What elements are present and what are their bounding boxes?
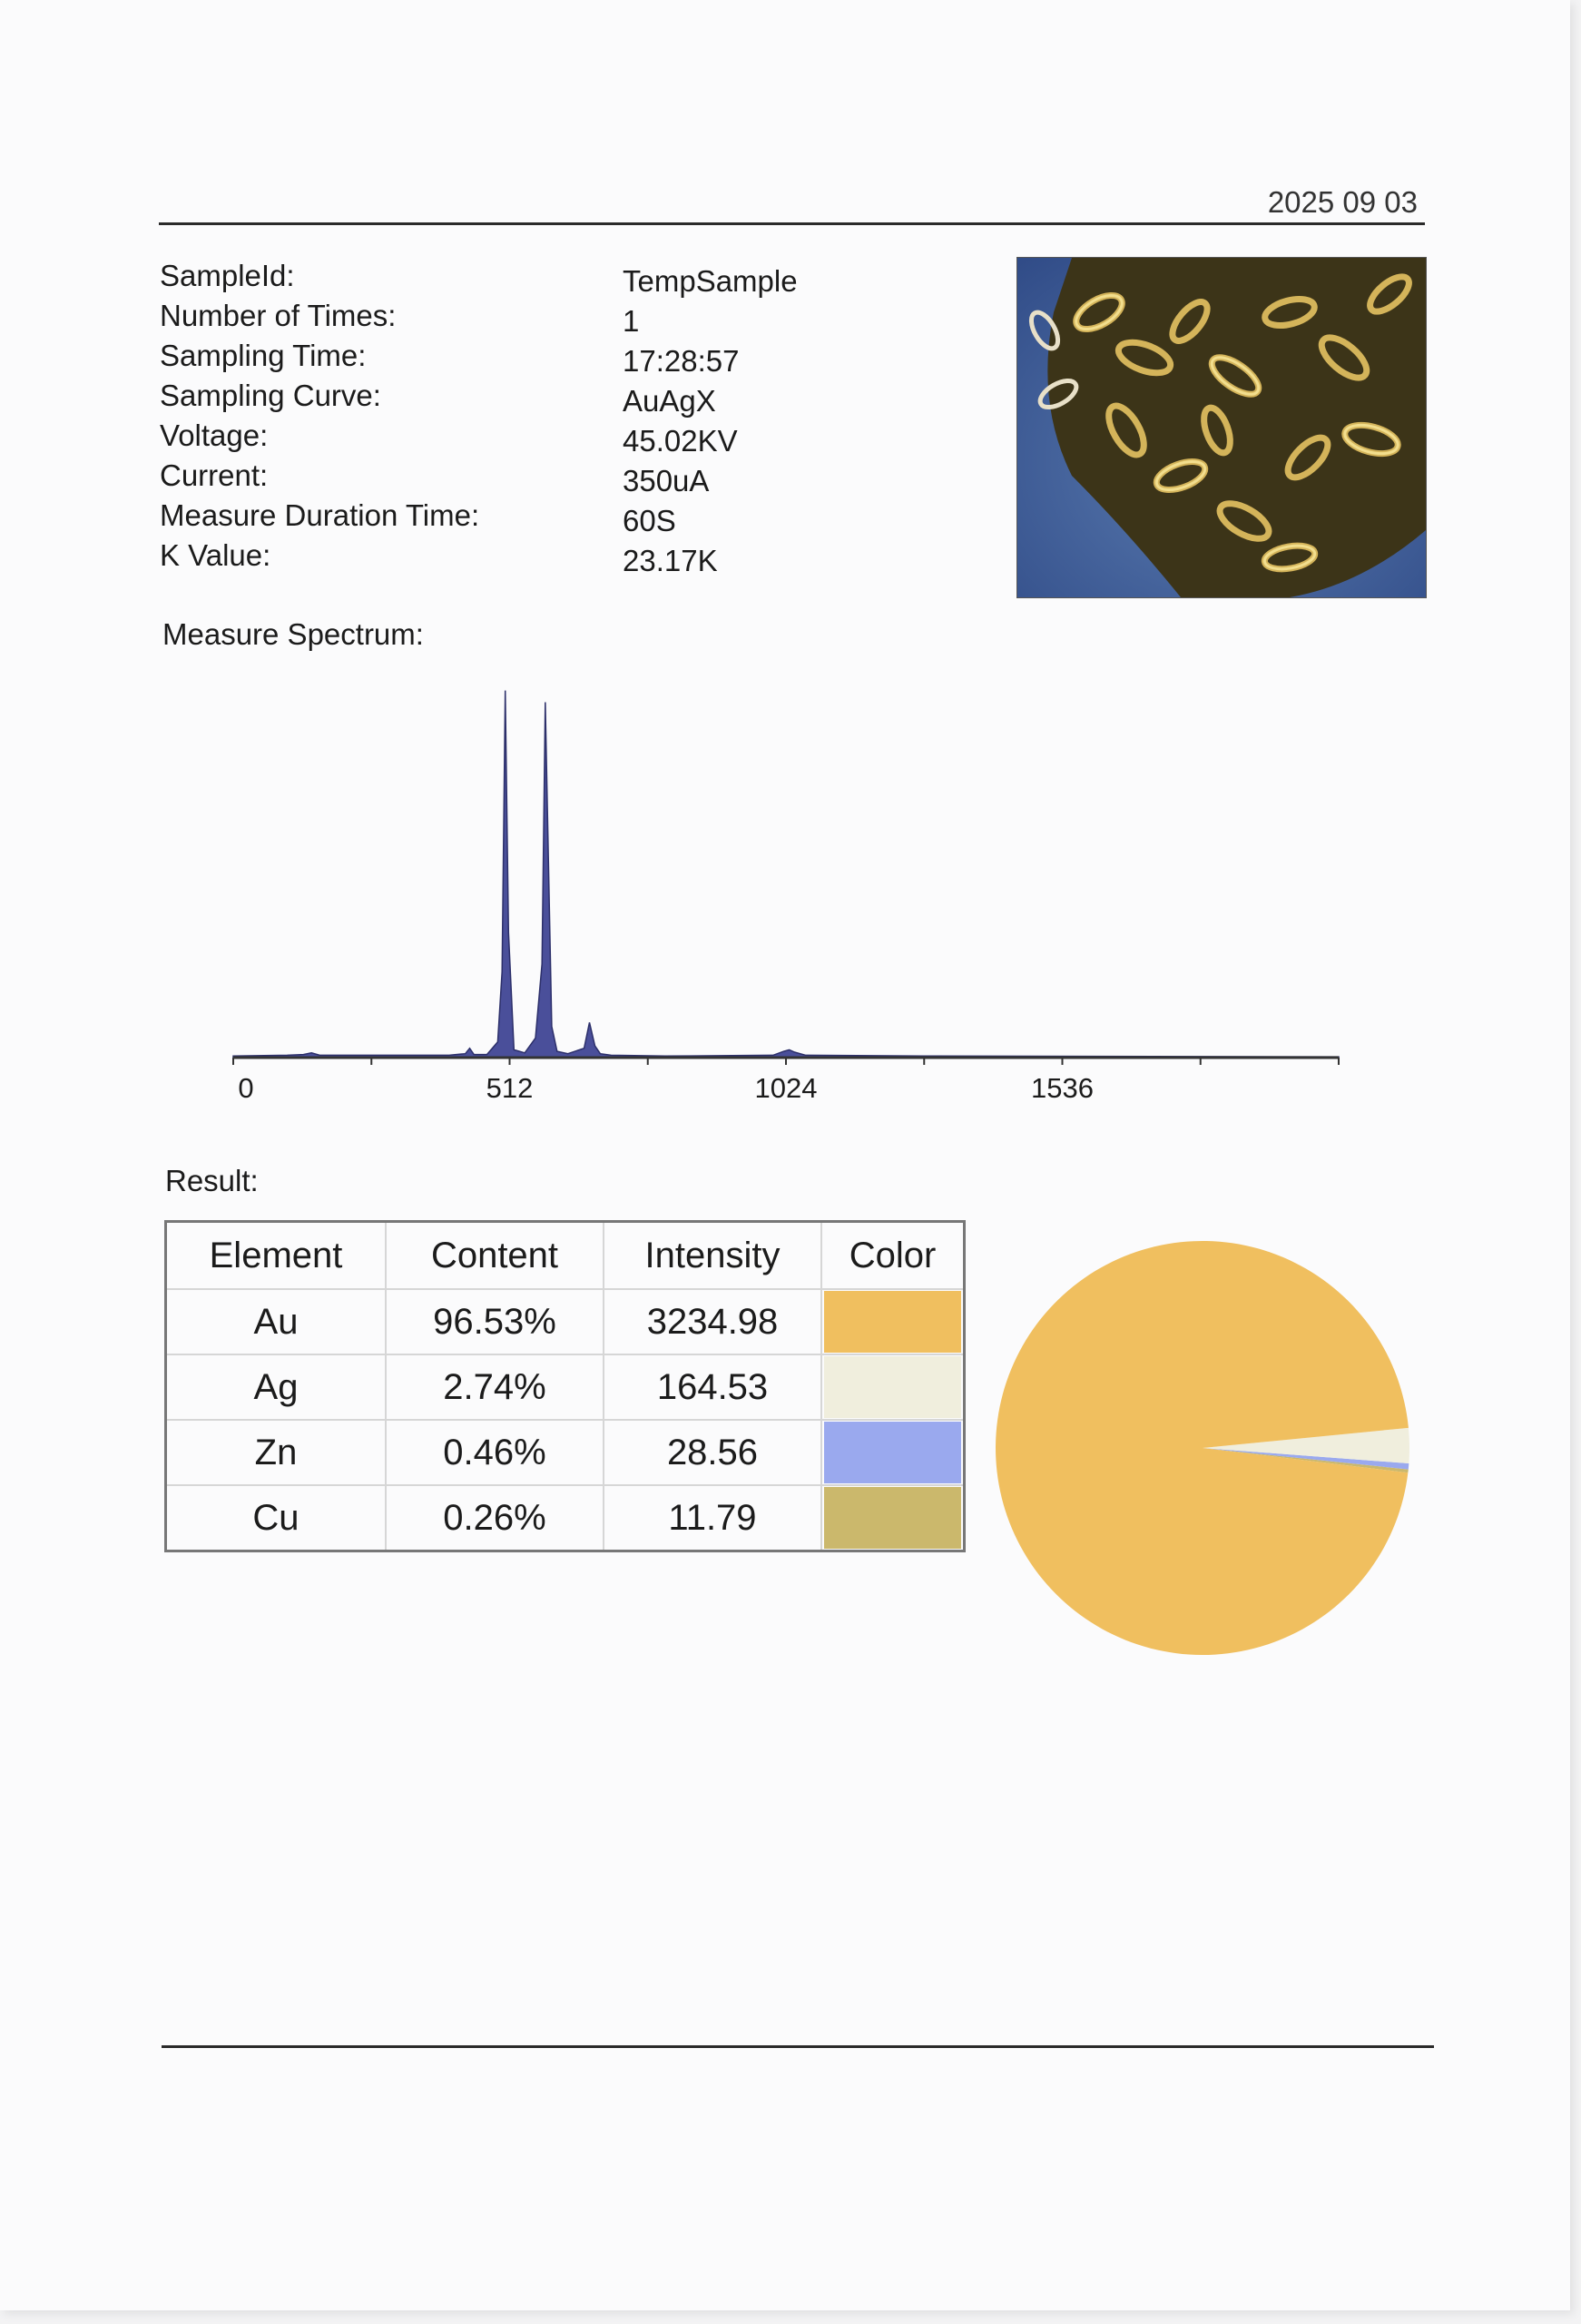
composition-pie-chart bbox=[994, 1239, 1411, 1657]
gold-chain-image bbox=[1017, 258, 1426, 597]
table-row bbox=[166, 1289, 965, 1354]
cell-color bbox=[821, 1485, 965, 1551]
cell-intensity: 11.79 bbox=[604, 1485, 821, 1551]
label-current: Current: bbox=[160, 458, 269, 492]
cell-content: 2.74% bbox=[386, 1354, 604, 1420]
footer-rule bbox=[162, 2045, 1434, 2048]
cell-content: 0.26% bbox=[386, 1485, 604, 1551]
value-sampling-curve: AuAgX bbox=[623, 384, 716, 418]
value-voltage: 45.02KV bbox=[623, 424, 738, 458]
cell-color bbox=[821, 1354, 965, 1420]
cell-intensity: 3234.98 bbox=[604, 1289, 821, 1354]
result-table bbox=[164, 1220, 966, 1552]
label-k-value: K Value: bbox=[160, 538, 271, 572]
label-sampling-time: Sampling Time: bbox=[160, 339, 367, 372]
table-row bbox=[166, 1354, 965, 1420]
cell-element: Cu bbox=[166, 1485, 387, 1551]
info-values bbox=[623, 261, 798, 581]
report-date: 2025 09 03 bbox=[1267, 185, 1418, 219]
cell-element: Au bbox=[166, 1289, 387, 1354]
table-row bbox=[166, 1485, 965, 1551]
header-intensity: Intensity bbox=[604, 1222, 821, 1290]
cell-color bbox=[821, 1289, 965, 1354]
spectrum-chart bbox=[0, 672, 1581, 1144]
value-sampling-time: 17:28:57 bbox=[623, 344, 740, 378]
cell-intensity: 28.56 bbox=[604, 1420, 821, 1485]
header-rule bbox=[159, 222, 1425, 225]
spectrum-tick-label: 512 bbox=[486, 1072, 534, 1104]
spectrum-tick-label: 1536 bbox=[1031, 1072, 1094, 1104]
value-number-of-times: 1 bbox=[623, 304, 640, 338]
cell-color bbox=[821, 1420, 965, 1485]
label-measure-duration: Measure Duration Time: bbox=[160, 498, 480, 532]
label-number-of-times: Number of Times: bbox=[160, 299, 397, 332]
value-current: 350uA bbox=[623, 464, 710, 497]
label-sample-id: SampleId: bbox=[160, 259, 295, 292]
spectrum-tick-label: 1024 bbox=[754, 1072, 818, 1104]
sample-photo bbox=[1016, 257, 1427, 598]
cell-intensity: 164.53 bbox=[604, 1354, 821, 1420]
table-row bbox=[166, 1420, 965, 1485]
color-swatch bbox=[824, 1422, 961, 1483]
table-header-row bbox=[166, 1222, 965, 1290]
cell-element: Zn bbox=[166, 1420, 387, 1485]
header-element: Element bbox=[166, 1222, 387, 1290]
value-k-value: 23.17K bbox=[623, 544, 718, 577]
spectrum-label: Measure Spectrum: bbox=[162, 617, 424, 651]
spectrum-tick-label: 0 bbox=[238, 1072, 254, 1104]
label-sampling-curve: Sampling Curve: bbox=[160, 379, 381, 412]
label-voltage: Voltage: bbox=[160, 419, 269, 452]
color-swatch bbox=[824, 1291, 961, 1353]
header-content: Content bbox=[386, 1222, 604, 1290]
result-label: Result: bbox=[165, 1164, 259, 1197]
color-swatch bbox=[824, 1487, 961, 1549]
spectrum-series bbox=[233, 691, 1339, 1058]
color-swatch bbox=[824, 1356, 961, 1418]
header-color: Color bbox=[821, 1222, 965, 1290]
cell-content: 96.53% bbox=[386, 1289, 604, 1354]
value-sample-id: TempSample bbox=[623, 264, 798, 298]
value-measure-duration: 60S bbox=[623, 504, 676, 537]
cell-content: 0.46% bbox=[386, 1420, 604, 1485]
info-labels bbox=[160, 256, 479, 576]
cell-element: Ag bbox=[166, 1354, 387, 1420]
